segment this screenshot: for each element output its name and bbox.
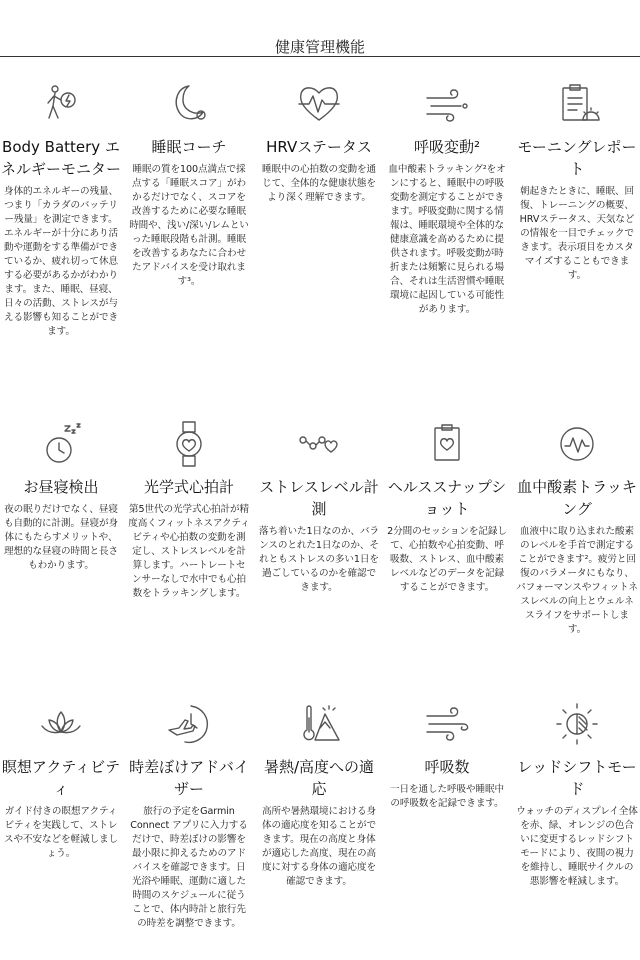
- red-shift-icon: [553, 700, 601, 748]
- feature-jet-lag: [128, 700, 250, 931]
- feature-title: ヘルススナップショット: [387, 478, 507, 518]
- feature-title: HRVステータス: [266, 138, 372, 156]
- jet-lag-icon: [165, 700, 213, 748]
- feature-description: 睡眠中の心拍数の変動を通じて、全体的な健康状態をより深く理解できます。: [262, 164, 376, 203]
- feature-description: 一日を通した呼吸や睡眠中の呼吸数を記録できます。: [390, 784, 504, 809]
- feature-title: レッドシフトモード: [517, 758, 637, 798]
- feature-description: 睡眠の質を100点満点で採点する「睡眠スコア」がわかるだけでなく、スコアを改善するために必要な睡眠時間や、浅い/深い/レムといった睡眠段階も計測。睡眠を改善するあなたに合わせたアドバイスを受け取れます³。: [129, 164, 249, 287]
- feature-title: 時差ぼけアドバイザー: [129, 758, 249, 798]
- pulse-ox-icon: [553, 420, 601, 468]
- hrv-status-icon: [295, 80, 343, 128]
- feature-respiration-variation: [386, 80, 508, 317]
- feature-description: 落ち着いた1日なのか、バランスのとれた1日なのか、それともストレスの多い1日を過ごしているのかを確認できます。: [259, 526, 379, 593]
- feature-morning-report: [516, 80, 638, 283]
- feature-title: Body Battery エネルギーモニター: [0, 138, 121, 178]
- respiration-rate-icon: [423, 700, 471, 748]
- feature-description: 2分間のセッションを記録して、心拍数や心拍変動、呼吸数、ストレス、血中酸素レベルなどのデータを記録することができます。: [387, 526, 507, 593]
- feature-description: 旅行の予定をGarmin Connect アプリに入力するだけで、時差ぼけの影響を最小限に抑えるためのアドバイスを確認できます。日光浴や睡眠、運動に適した時間のスケジュールに従うことで、体内時計と旅行先の時差を調整できます。: [130, 806, 248, 929]
- sleep-coach-icon: [165, 80, 213, 128]
- feature-title: 呼吸数: [424, 758, 470, 776]
- feature-title: お昼寝検出: [23, 478, 99, 496]
- feature-pulse-ox: [516, 420, 638, 637]
- meditation-icon: [37, 700, 85, 748]
- feature-sleep-coach: [128, 80, 250, 289]
- respiration-variation-icon: [423, 80, 471, 128]
- optical-heart-rate-icon: [165, 420, 213, 468]
- page-title: 健康管理機能: [274, 38, 365, 56]
- feature-title: 血中酸素トラッキング: [517, 478, 637, 518]
- feature-meditation: [0, 700, 122, 861]
- feature-title: モーニングレポート: [517, 138, 637, 178]
- nap-detection-icon: [37, 420, 85, 468]
- feature-description: 朝起きたときに、睡眠、回復、トレーニングの概要、HRVステータス、天気などの情報を一目でチェックできます。表示項目をカスタマイズすることもできます。: [519, 186, 635, 281]
- feature-heat-altitude: [258, 700, 380, 889]
- feature-red-shift: [516, 700, 638, 889]
- morning-report-icon: [553, 80, 601, 128]
- feature-title: 光学式心拍計: [143, 478, 234, 496]
- feature-description: 高所や暑熱環境における身体の適応度を知ることができます。現在の高度と身体が適応した高度、現在の高度に対する身体の適応度を確認できます。: [262, 806, 376, 887]
- feature-description: 血中酸素トラッキング²をオンにすると、睡眠中の呼吸変動を測定することができます。呼吸変動に関する情報は、睡眠環境や全体的な健康意識を高めるために提供されます。呼吸変動が時折または頻繁に見られる場合、それは生活習慣や睡眠環境に起因している可能性があります。: [388, 164, 506, 315]
- feature-description: 夜の眠りだけでなく、昼寝も自動的に計測。昼寝が身体にもたらすメリットや、理想的な昼寝の時間と長さもわかります。: [4, 504, 118, 571]
- title-divider: [0, 56, 640, 57]
- feature-description: 血液中に取り込まれた酸素のレベルを手首で測定することができます²。疲労と回復のパラメータにもなり、パフォーマンスやフィットネスレベルの向上とウェルネスライフをサポートします。: [516, 526, 638, 635]
- feature-stress-level: [258, 420, 380, 595]
- feature-title: 瞑想アクティビティ: [1, 758, 121, 798]
- feature-body-battery: [0, 80, 122, 339]
- feature-nap-detection: [0, 420, 122, 573]
- feature-description: 第5世代の光学式心拍計が精度高くフィットネスアクティビティや心拍数の変動を測定し、ストレスレベルを計算します。ハートレートセンサーなしで水中でも心拍数をトラッキングします。: [128, 504, 250, 599]
- feature-description: ウォッチのディスプレイ全体を赤、緑、オレンジの色合いに変更するレッドシフトモードにより、夜間の視力を維持し、睡眠サイクルの悪影響を軽減します。: [516, 806, 638, 887]
- feature-description: ガイド付きの瞑想アクティビティを実践して、ストレスや不安などを軽減しましょう。: [4, 806, 118, 859]
- feature-respiration-rate: [386, 700, 508, 811]
- feature-title: ストレスレベル計測: [259, 478, 379, 518]
- stress-level-icon: [295, 420, 343, 468]
- body-battery-icon: [37, 80, 85, 128]
- feature-title: 呼吸変動²: [413, 138, 480, 156]
- feature-title: 暑熱/高度への適応: [263, 758, 375, 798]
- feature-hrv-status: [258, 80, 380, 205]
- heat-altitude-icon: [295, 700, 343, 748]
- feature-title: 睡眠コーチ: [151, 138, 227, 156]
- feature-health-snapshot: [386, 420, 508, 595]
- feature-optical-heart-rate: [128, 420, 250, 601]
- health-snapshot-icon: [423, 420, 471, 468]
- feature-description: 身体的エネルギーの残量、つまり「カラダのバッテリー残量」を測定できます。エネルギーが十分にあり活動や運動をする準備ができているか、疲れ切って休息する必要があるかがわかります。また、睡眠、昼寝、日々の活動、ストレスが与える影響も知ることができます。: [4, 186, 118, 337]
